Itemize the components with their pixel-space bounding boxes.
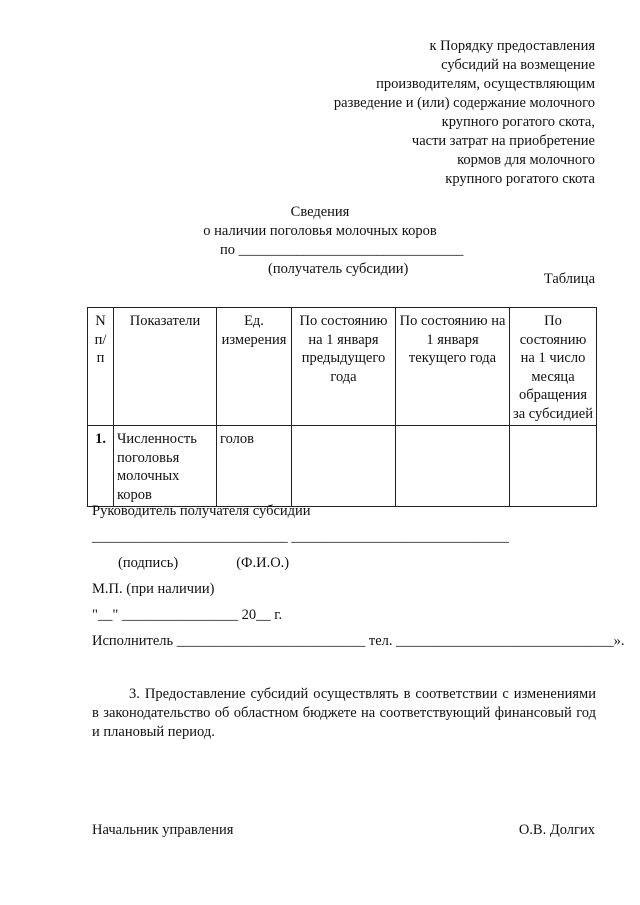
document-title-block <box>0 203 640 277</box>
stamp-label: М.П. (при наличии) <box>92 581 215 597</box>
cell-prev-year[interactable] <box>292 426 396 507</box>
header-prev-year: По состоянию на 1 января предыдущего года <box>292 308 396 426</box>
footer-name: О.В. Долгих <box>518 822 595 838</box>
recipient-caption: (получатель субсидии) <box>268 261 409 277</box>
signature-lines: ___________________________ ______________________________ <box>92 529 509 545</box>
document-heading: Сведения <box>290 204 350 220</box>
cell-unit: голов <box>217 426 292 507</box>
header-application-month: По состоянию на 1 число месяца обращения за субсидией <box>510 308 597 426</box>
date-line: "__" ________________ 20__ г. <box>92 607 283 623</box>
recipient-line: по _______________________________ <box>220 242 464 258</box>
clause-text: 3. Предоставление субсидий осуществлять в соответствии с изменениями в законодательство об областном бюджете на соответствующий финансовый год и плановый период. <box>92 686 596 740</box>
head-of-recipient-label: Руководитель получателя субсидии <box>92 503 311 519</box>
footer-position: Начальник управления <box>92 822 234 838</box>
livestock-table <box>87 307 597 507</box>
signature-captions: (подпись) (Ф.И.О.) <box>118 555 290 571</box>
table-row <box>88 426 597 507</box>
table-header-row <box>88 308 597 426</box>
appendix-line: части затрат на приобретение <box>411 133 595 149</box>
clause-paragraph <box>92 685 596 742</box>
appendix-line: крупного рогатого скота <box>445 171 595 187</box>
header-unit: Ед. измерения <box>217 308 292 426</box>
appendix-line: субсидий на возмещение <box>441 57 595 73</box>
header-current-year: По состоянию на 1 января текущего года <box>396 308 510 426</box>
appendix-reference <box>334 37 595 189</box>
appendix-line: производителям, осуществляющим <box>376 76 595 92</box>
header-number: N п/п <box>88 308 114 426</box>
executor-line: Исполнитель __________________________ тел. ______________________________». <box>92 633 625 649</box>
cell-current-year[interactable] <box>396 426 510 507</box>
appendix-line: крупного рогатого скота, <box>441 114 595 130</box>
appendix-line: к Порядку предоставления <box>429 38 595 54</box>
document-subheading: о наличии поголовья молочных коров <box>203 223 437 239</box>
cell-number: 1. <box>88 426 114 507</box>
appendix-line: кормов для молочного <box>457 152 595 168</box>
table-label: Таблица <box>543 271 595 287</box>
header-indicators: Показатели <box>114 308 217 426</box>
appendix-line: разведение и (или) содержание молочного <box>333 95 595 111</box>
cell-application-month[interactable] <box>510 426 597 507</box>
cell-indicator: Численность поголовья молочных коров <box>114 426 217 507</box>
